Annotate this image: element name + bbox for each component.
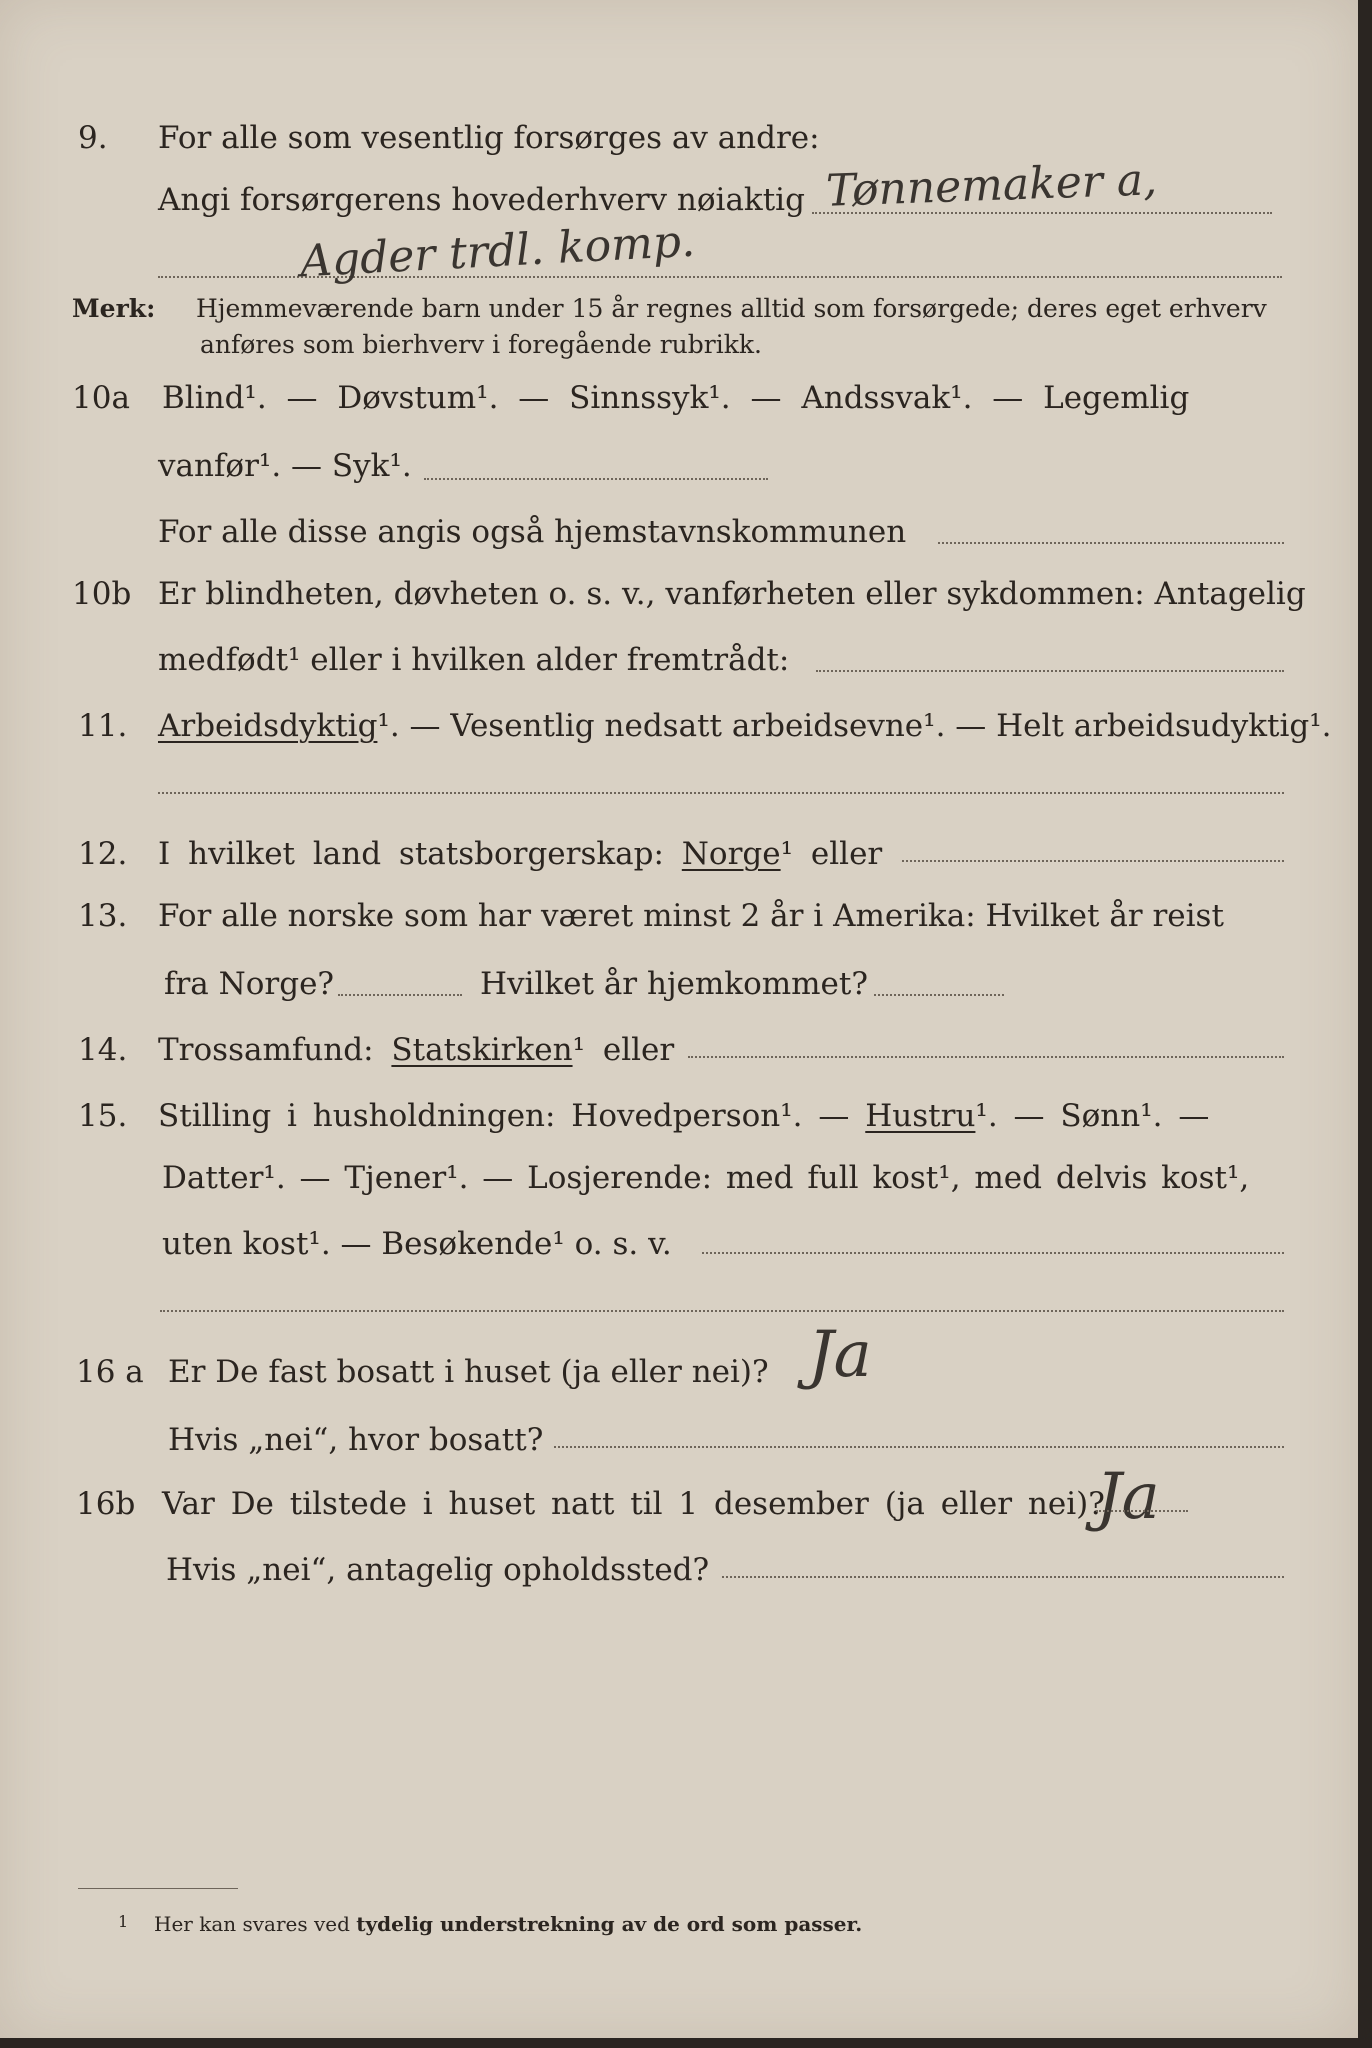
- q9-handwritten-employer: Agder trdl. komp.: [298, 215, 697, 288]
- q15-text-2: Datter¹. — Tjener¹. — Losjerende: med full kost¹, med delvis kost¹,: [162, 1160, 1250, 1196]
- q11-number: 11.: [78, 708, 128, 744]
- q15-answer-line-1[interactable]: [702, 1252, 1284, 1254]
- q16a-text-1: Er De fast bosatt i huset (ja eller nei)?: [168, 1354, 769, 1390]
- q10a-text-2: vanfør¹. — Syk¹.: [158, 448, 412, 484]
- footnote-plain: Her kan svares ved: [154, 1912, 350, 1936]
- q14-number: 14.: [78, 1032, 128, 1068]
- q13-number: 13.: [78, 898, 128, 934]
- q16a-handwritten-answer: Ja: [808, 1318, 872, 1392]
- merk-label: Merk:: [72, 294, 156, 323]
- q15-text-3: uten kost¹. — Besøkende¹ o. s. v.: [162, 1226, 672, 1262]
- q16a-number: 16 a: [76, 1354, 144, 1390]
- q14-suffix: ¹ eller: [572, 1032, 675, 1068]
- q10b-text-1: Er blindheten, døvheten o. s. v., vanførheten eller sykdommen: Antagelig: [158, 576, 1306, 612]
- q16b-text-1: Var De tilstede i huset natt til 1 desember (ja eller nei)?: [162, 1486, 1105, 1522]
- q11-text: [158, 706, 1332, 746]
- q15-suffix: ¹. — Sønn¹. —: [975, 1098, 1210, 1134]
- q16b-handwritten-answer: Ja: [1096, 1460, 1160, 1534]
- q14-text: [158, 1030, 674, 1070]
- q10a-answer-line[interactable]: [424, 478, 768, 480]
- q11-underlined-option: Arbeidsdyktig: [158, 708, 378, 744]
- q10a-hometown-line[interactable]: [938, 542, 1284, 544]
- q9-number: 9.: [78, 120, 108, 156]
- q14-underlined-option: Statskirken: [391, 1032, 573, 1068]
- q13-text-2a: fra Norge?: [164, 966, 335, 1002]
- merk-text-1: Hjemmeværende barn under 15 år regnes alltid som forsørgede; deres eget erhverv: [196, 294, 1267, 323]
- q12-number: 12.: [78, 836, 128, 872]
- q11-answer-line[interactable]: [158, 792, 1284, 794]
- q16b-whereabouts-line[interactable]: [722, 1576, 1284, 1578]
- q10b-answer-line[interactable]: [816, 670, 1284, 672]
- q12-prompt: I hvilket land statsborgerskap:: [158, 836, 664, 872]
- q12-underlined-option: Norge: [681, 836, 781, 872]
- q16a-text-2: Hvis „nei“, hvor bosatt?: [168, 1422, 544, 1458]
- q14-prompt: Trossamfund:: [158, 1032, 374, 1068]
- q15-answer-line-2[interactable]: [160, 1310, 1284, 1312]
- q16b-answer-line[interactable]: [1096, 1510, 1188, 1512]
- q11-text-rest: ¹. — Vesentlig nedsatt arbeidsevne¹. — Helt arbeidsudyktig¹.: [377, 708, 1332, 744]
- q15-number: 15.: [78, 1098, 128, 1134]
- q13-departure-year-line[interactable]: [338, 994, 462, 996]
- footnote-mark: 1: [118, 1912, 129, 1931]
- footnote-rule: [78, 1888, 238, 1889]
- footnote-text: [154, 1912, 862, 1936]
- q10a-text-1: Blind¹. — Døvstum¹. — Sinnssyk¹. — Andssvak¹. — Legemlig: [162, 380, 1190, 416]
- q10a-number: 10a: [72, 380, 130, 416]
- q13-return-year-line[interactable]: [874, 994, 1004, 996]
- q13-text-2b: Hvilket år hjemkommet?: [480, 966, 868, 1002]
- q9-handwritten-occupation: Tønnemaker a,: [825, 154, 1158, 217]
- q10a-text-3: For alle disse angis også hjemstavnskommunen: [158, 514, 907, 550]
- q9-text-2: Angi forsørgerens hovederhverv nøiaktig: [158, 182, 805, 218]
- q12-suffix: ¹ eller: [780, 836, 883, 872]
- q13-text-1: For alle norske som har været minst 2 år i Amerika: Hvilket år reist: [158, 898, 1224, 934]
- q9-text-1: For alle som vesentlig forsørges av andre:: [158, 120, 820, 156]
- q16b-text-2: Hvis „nei“, antagelig opholdssted?: [166, 1552, 710, 1588]
- q10b-number: 10b: [72, 576, 132, 612]
- q15-prompt: Stilling i husholdningen: Hovedperson¹. —: [158, 1098, 850, 1134]
- merk-text-2: anføres som bierhverv i foregående rubrikk.: [200, 330, 762, 359]
- q14-answer-line[interactable]: [688, 1056, 1284, 1058]
- q16a-residence-line[interactable]: [554, 1446, 1284, 1448]
- footnote-bold: tydelig understrekning av de ord som passer.: [356, 1912, 863, 1936]
- q12-answer-line[interactable]: [902, 860, 1284, 862]
- q16b-number: 16b: [76, 1486, 136, 1522]
- q10b-text-2: medfødt¹ eller i hvilken alder fremtrådt:: [158, 642, 790, 678]
- q12-text: [158, 834, 882, 874]
- q15-underlined-option: Hustru: [865, 1098, 976, 1134]
- q15-text-1: [158, 1096, 1209, 1136]
